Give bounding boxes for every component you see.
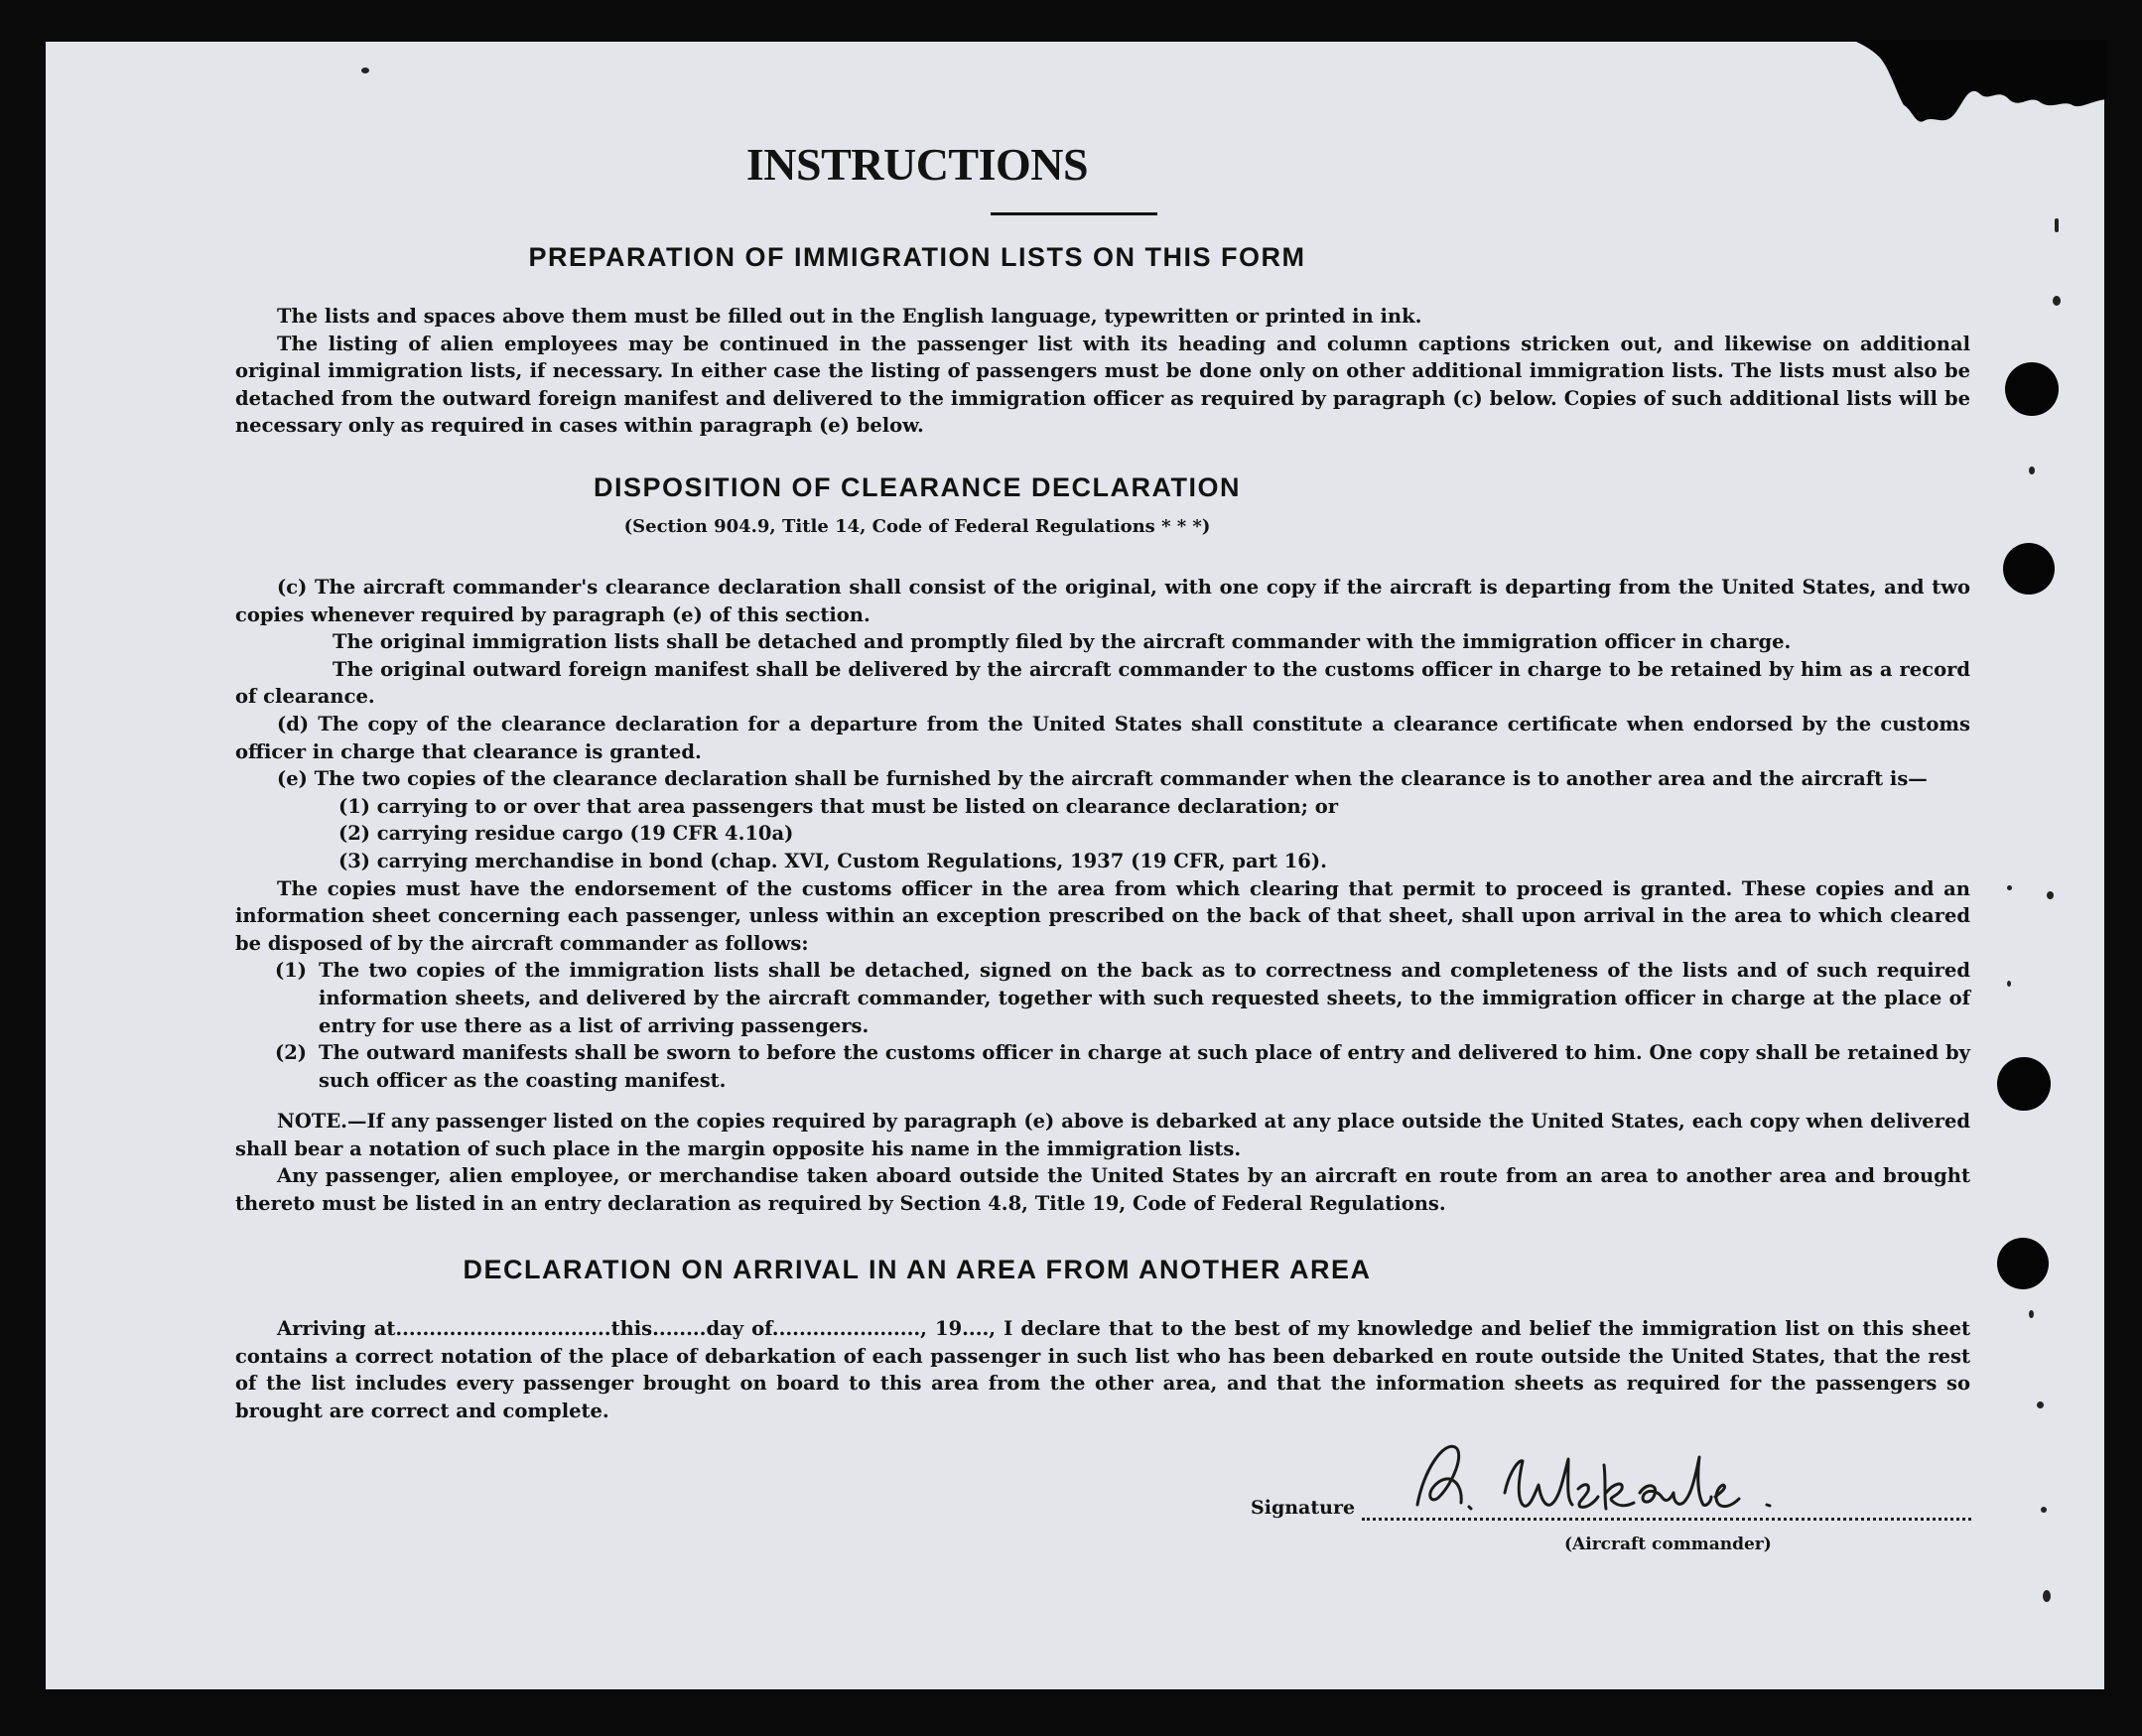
speck (2007, 981, 2011, 987)
text-p2: The listing of alien employees may be continued in the passenger list with its heading and column captions stricken out, and likewise on additional original immigration lists, if necessary. In either case the listing of passengers must be done only on other additional immigration lists. The lists must also be detached from the outward foreign manifest and delivered to the immigration officer as required by paragraph (c) below. Copies of such additional lists will be necessary only as required in cases within paragraph (e) below. (235, 332, 1970, 438)
speck (2029, 467, 2035, 474)
declaration-body (235, 1315, 1970, 1424)
text-note: NOTE.—If any passenger listed on the copies required by paragraph (e) above is debarked at any place outside the United States, each copy when delivered shall bear a notation of such place in the margin opposite his name in the immigration lists. (235, 1110, 1970, 1160)
text-any: Any passenger, alien employee, or merchandise taken aboard outside the United States by an aircraft en route from an area to another area and brought thereto must be listed in an entry declaration as required by Section 4.8, Title 19, Code of Federal Regulations. (235, 1164, 1970, 1216)
section-heading-disposition: DISPOSITION OF CLEARANCE DECLARATION (593, 472, 1241, 502)
text-e1: (1) carrying to or over that area passengers that must be listed on clearance declaration; or (338, 794, 1338, 818)
binder-hole (2003, 543, 2055, 595)
handwritten-signature (1409, 1431, 1846, 1521)
text-c3: The original outward foreign manifest shall be delivered by the aircraft commander to the customs officer in charge to be retained by him as a record of clearance. (235, 657, 1970, 709)
speck (2007, 885, 2012, 890)
text-p1: The lists and spaces above them must be filled out in the English language, typewritten or printed in ink. (277, 305, 1422, 328)
binder-hole (2005, 362, 2059, 416)
page-title: INSTRUCTIONS (745, 139, 1089, 190)
disposition-body (235, 574, 1970, 1218)
speck (2029, 1310, 2034, 1318)
item-n1 (235, 957, 1970, 1039)
speck (2041, 1507, 2047, 1513)
section-heading-preparation: PREPARATION OF IMMIGRATION LISTS ON THIS FORM (528, 242, 1306, 272)
torn-corner (1852, 40, 2106, 131)
paragraph-preparation-1 (235, 303, 1970, 440)
text-declaration: Arriving at................................this........day of......................, 19...., I declare that to the best of my knowledge and belief the immigration list on this sheet contains a correct notation of the place of debarkation of each passenger in such list who has been debarked en route outside the United States, that the rest of the list includes every passenger brought on board to this area from the other area, and that the information sheets as required for the passengers so brought are correct and complete. (235, 1317, 1970, 1422)
text-c: (c) The aircraft commander's clearance declaration shall consist of the original, with one copy if the aircraft is departing from the United States, and two copies whenever required by paragraph (e) of this section. (235, 576, 1970, 626)
text-c2: The original immigration lists shall be detached and promptly filed by the aircraft commander with the immigration officer in charge. (333, 630, 1792, 654)
signature-caption: (Aircraft commander) (1564, 1535, 1772, 1554)
binder-hole (1997, 1238, 2049, 1289)
text-e: (e) The two copies of the clearance declaration shall be furnished by the aircraft commander when the clearance is to another area and the aircraft is— (277, 767, 1928, 791)
speck (2053, 296, 2061, 306)
signature-block (1251, 1431, 1971, 1560)
text-e3: (3) carrying merchandise in bond (chap. XVI, Custom Regulations, 1937 (19 CFR, part 16). (338, 849, 1327, 872)
section-heading-declaration: DECLARATION ON ARRIVAL IN AN AREA FROM ANOTHER AREA (463, 1255, 1372, 1284)
speck (2055, 218, 2059, 232)
item-n2-number: (2) (275, 1041, 308, 1065)
text-e2: (2) carrying residue cargo (19 CFR 4.10a) (338, 822, 794, 846)
binder-hole (1997, 1057, 2051, 1111)
speck (361, 67, 369, 73)
item-n2-text: The outward manifests shall be sworn to before the customs officer in charge at such place of entry and delivered to him. One copy shall be retained by such officer as the coasting manifest. (319, 1041, 1970, 1092)
section-subheading-citation: (Section 904.9, Title 14, Code of Federal Regulations * * *) (623, 516, 1211, 537)
speck (2037, 1402, 2044, 1408)
speck (2043, 1590, 2051, 1602)
item-n1-number: (1) (275, 959, 308, 983)
item-n2 (235, 1039, 1970, 1094)
text-d: (d) The copy of the clearance declaration for a departure from the United States shall constitute a clearance certificate when endorsed by the customs officer in charge that clearance is granted. (235, 712, 1970, 763)
signature-label: Signature (1251, 1497, 1356, 1519)
text-copies: The copies must have the endorsement of the customs officer in the area from which clearing that permit to proceed is granted. These copies and an information sheet concerning each passenger, unless within an exception prescribed on the back of that sheet, shall upon arrival in the area to which cleared be disposed of by the aircraft commander as follows: (235, 876, 1970, 955)
title-rule (991, 212, 1157, 215)
item-n1-text: The two copies of the immigration lists shall be detached, signed on the back as to correctness and completeness of the lists and of such required information sheets, and delivered by the aircraft commander, together with such requested sheets, to the immigration officer in charge at the place of entry for use there as a list of arriving passengers. (319, 959, 1970, 1037)
document-page (46, 42, 2104, 1689)
speck (2047, 891, 2054, 899)
